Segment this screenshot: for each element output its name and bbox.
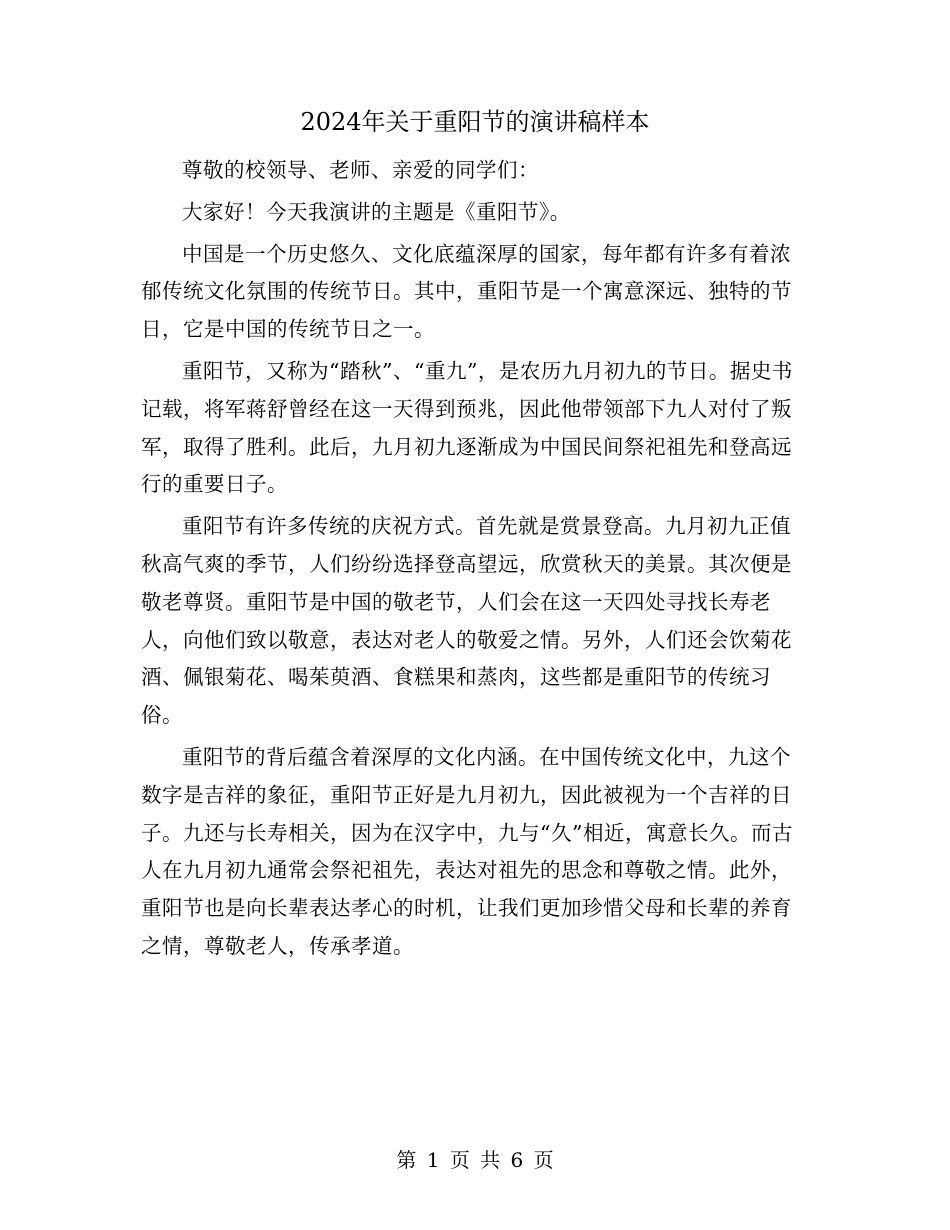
meaning-paragraph: 重阳节的背后蕴含着深厚的文化内涵。在中国传统文化中，九这个数字是吉祥的象征，重阳节正好是九月初九，因此被视为一个吉祥的日子。九还与长寿相关，因为在汉字中，九与“久”相近，寓意长久。而古人在九月初九通常会祭祀祖先，表达对祖先的思念和尊敬之情。此外，重阳节也是向长辈表达孝心的时机，让我们更加珍惜父母和长辈的养育之情，尊敬老人，传承孝道。 (141, 744, 793, 958)
document-body (141, 152, 801, 970)
history-paragraph: 重阳节，又称为“踏秋”、“重九”，是农历九月初九的节日。据史书记载，将军蒋舒曾经在这一天得到预兆，因此他带领部下九人对付了叛军，取得了胜利。此后，九月初九逐渐成为中国民间祭祀祖先和登高远行的重要日子。 (141, 358, 793, 497)
customs-paragraph: 重阳节有许多传统的庆祝方式。首先就是赏景登高。九月初九正值秋高气爽的季节，人们纷纷选择登高望远，欣赏秋天的美景。其次便是敬老尊贤。重阳节是中国的敬老节，人们会在这一天四处寻找长寿老人，向他们致以敬意，表达对老人的敬爱之情。另外，人们还会饮菊花酒、佩银菊花、喝茱萸酒、食糕果和蒸肉，这些都是重阳节的传统习俗。 (141, 514, 792, 728)
document-title: 2024年关于重阳节的演讲稿样本 (300, 108, 650, 136)
intro-paragraph: 中国是一个历史悠久、文化底蕴深厚的国家，每年都有许多有着浓郁传统文化氛围的传统节日。其中，重阳节是一个寓意深远、独特的节日，它是中国的传统节日之一。 (141, 241, 792, 342)
page-number-footer: 第 1 页 共 6 页 (396, 1148, 554, 1172)
greeting-paragraph: 大家好！今天我演讲的主题是《重阳节》。 (182, 199, 571, 224)
salutation-paragraph: 尊敬的校领导、老师、亲爱的同学们： (182, 158, 539, 182)
